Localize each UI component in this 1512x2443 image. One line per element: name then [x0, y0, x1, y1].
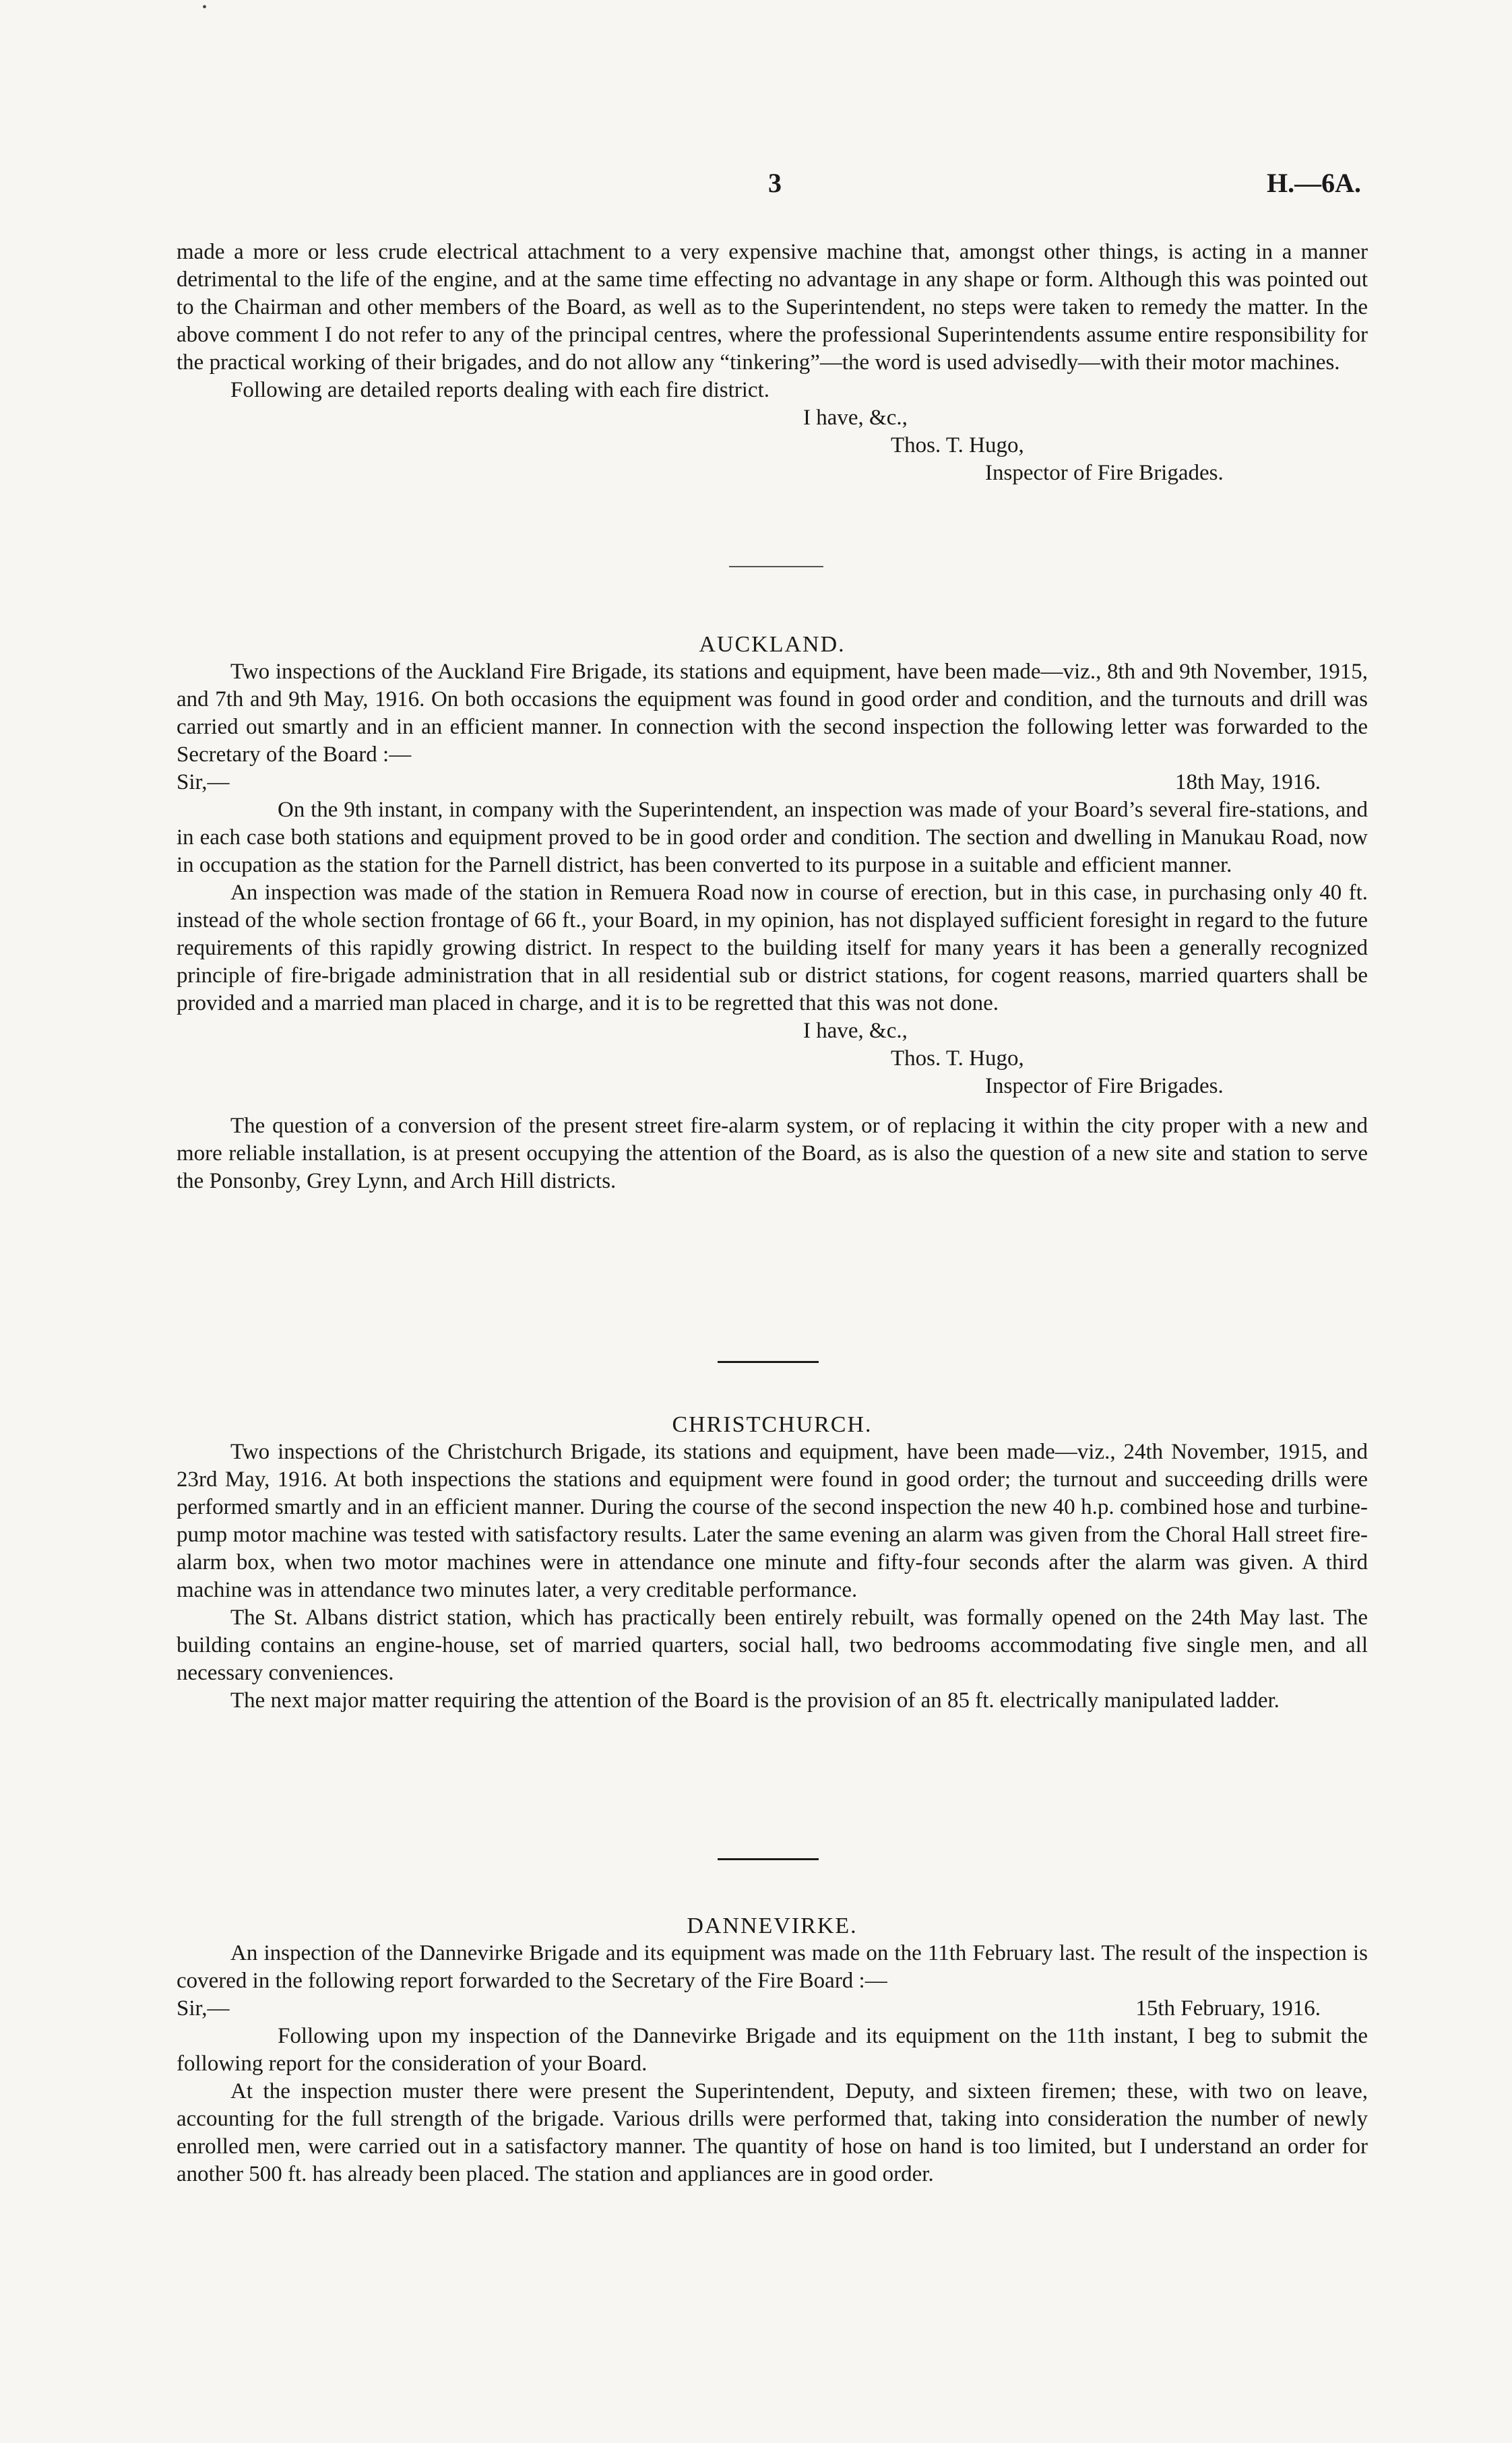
- auckland-letter-paragraph: On the 9th instant, in company with the Superintendent, an inspection was made of your Board’s several fire-stations, and in each case both stations and equipment proved to be in good order and condition. The section and dwelling in Manukau Road, now in occupation as the station for the Parnell district, has been converted to its purpose in a suitable and efficient manner.: [177, 798, 1368, 877]
- signoff-have: I have, &c.,: [803, 406, 908, 430]
- auckland-heading: AUCKLAND.: [699, 632, 846, 657]
- section-divider: [718, 1361, 819, 1363]
- salutation: Sir,—: [177, 770, 230, 794]
- letter-date: 18th May, 1916.: [1174, 770, 1321, 794]
- christchurch-heading: CHRISTCHURCH.: [672, 1412, 873, 1437]
- page-number: 3: [768, 168, 782, 198]
- dannevirke-letter-header: [177, 1995, 1368, 2023]
- christchurch-paragraph: The St. Albans district station, which has practically been entirely rebuilt, was formally opened on the 24th May last. The building contains an engine-house, set of married quarters, social hall, two bedrooms accommodating five single men, and all necessary conveniences.: [177, 1606, 1368, 1685]
- dannevirke-letter-paragraph: At the inspection muster there were present the Superintendent, Deputy, and sixteen firemen; these, with two on leave, accounting for the full strength of the brigade. Various drills were performed that, taking into consideration the number of newly enrolled men, were carried out in a satisfactory manner. The quantity of hose on hand is too limited, but I understand an order for another 500 ft. has already been placed. The station and appliances are in good order.: [177, 2079, 1368, 2186]
- auckland-letter-paragraph: An inspection was made of the station in Remuera Road now in course of erection, but in this case, in purchasing only 40 ft. instead of the whole section frontage of 66 ft., your Board, in my opinion, has not displayed sufficient foresight in regard to the future requirements of this rapidly growing district. In respect to the building itself for many years it has been a generally recognized principle of fire-brigade administration that in all residential sub or district stations, for cogent reasons, married quarters shall be provided and a married man placed in charge, and it is to be regretted that this was not done.: [177, 881, 1368, 1015]
- intro-paragraph: made a more or less crude electrical attachment to a very expensive machine that, amongst other things, is acting in a manner detrimental to the life of the engine, and at the same time effecting no advantage in any shape or form. Although this was pointed out to the Chairman and other members of the Board, as well as to the Superintendent, no steps were taken to remedy the matter. In the above comment I do not refer to any of the principal centres, where the professional Superintendents assume entire responsibility for the practical working of their brigades, and do not allow any “tinkering”—the word is used advisedly—with their motor machines.: [177, 240, 1368, 375]
- section-divider: [718, 1858, 819, 1860]
- signoff-title: Inspector of Fire Brigades.: [985, 461, 1224, 485]
- signoff-name: Thos. T. Hugo,: [891, 1046, 1024, 1071]
- signoff-have: I have, &c.,: [803, 1019, 908, 1043]
- signoff-name: Thos. T. Hugo,: [891, 433, 1024, 457]
- auckland-closing-paragraph: The question of a conversion of the present street fire-alarm system, or of replacing it within the city proper with a new and more reliable installation, is at present occupying the attention of the Board, as is also the question of a new site and station to serve the Ponsonby, Grey Lynn, and Arch Hill districts.: [177, 1114, 1368, 1193]
- salutation: Sir,—: [177, 1996, 230, 2021]
- dannevirke-letter-paragraph: Following upon my inspection of the Dannevirke Brigade and its equipment on the 11th instant, I beg to submit the following report for the consideration of your Board.: [177, 2024, 1368, 2076]
- christchurch-paragraph: Two inspections of the Christchurch Brigade, its stations and equipment, have been made—viz., 24th November, 1915, and 23rd May, 1916. At both inspections the stations and equipment were found in good order; the turnout and succeeding drills were performed smartly and in an efficient manner. During the course of the second inspection the new 40 h.p. combined hose and turbine-pump motor machine was tested with satisfactory results. Later the same evening an alarm was given from the Choral Hall street fire-alarm box, when two motor machines were in attendance one minute and fifty-four seconds after the alarm was given. A third machine was in attendance two minutes later, a very creditable performance.: [177, 1440, 1368, 1602]
- intro-followup: Following are detailed reports dealing with each fire district.: [230, 378, 769, 402]
- auckland-intro: Two inspections of the Auckland Fire Brigade, its stations and equipment, have been made—viz., 8th and 9th November, 1915, and 7th and 9th May, 1916. On both occasions the equipment was found in good order and condition, and the turnouts and drill was carried out smartly and in an efficient manner. In connection with the second inspection the following letter was forwarded to the Secretary of the Board :—: [177, 660, 1368, 767]
- auckland-letter-header: [177, 769, 1368, 796]
- christchurch-section: [177, 1411, 1368, 1715]
- signoff-title: Inspector of Fire Brigades.: [985, 1074, 1224, 1098]
- letter-date: 15th February, 1916.: [1135, 1996, 1321, 2021]
- christchurch-paragraph: The next major matter requiring the attention of the Board is the provision of an 85 ft. electrically manipulated ladder.: [230, 1688, 1280, 1713]
- auckland-section: [177, 631, 1368, 1195]
- section-divider: [729, 566, 823, 567]
- dannevirke-section: [177, 1912, 1368, 2188]
- intro-section: [177, 239, 1368, 487]
- document-reference: H.—6A.: [1267, 168, 1361, 198]
- scan-speck: •: [202, 0, 208, 15]
- dannevirke-heading: DANNEVIRKE.: [687, 1913, 858, 1938]
- dannevirke-intro: An inspection of the Dannevirke Brigade and its equipment was made on the 11th February last. The result of the inspection is covered in the following report forwarded to the Secretary of the Fire Board :—: [177, 1941, 1368, 1993]
